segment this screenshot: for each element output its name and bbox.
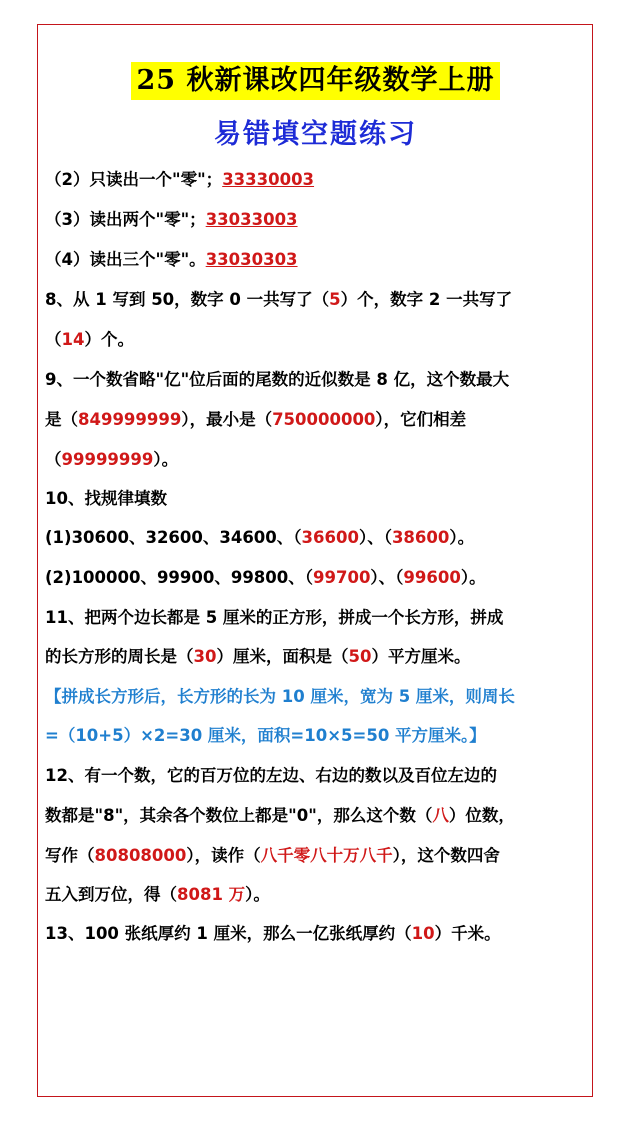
q11-line2: 的长方形的周长是（30）厘米，面积是（50）平方厘米。 [45, 647, 471, 666]
q12-line3: 写作（80808000），读作（八千零八十万八千），这个数四舍 [45, 846, 500, 865]
answer: 99600 [403, 568, 461, 587]
answer: 99999999 [61, 450, 154, 469]
answer: 8081 万 [177, 885, 246, 904]
answer: 33330003 [222, 170, 315, 189]
q10-line2: (2)100000、99900、99800、（99700）、（99600）。 [45, 568, 486, 587]
answer: 八千零八十万八千 [260, 846, 393, 865]
page-subtitle: 易错填空题练习 [214, 119, 417, 150]
q11-hint-line2: =（10+5）×2=30 厘米，面积=10×5=50 平方厘米。】 [45, 726, 486, 745]
q12-line1: 12、有一个数，它的百万位的左边、右边的数以及百位左边的 [45, 766, 497, 785]
answer: 30 [193, 647, 217, 666]
q7-part4: （4）读出三个"零"。33030303 [45, 250, 298, 269]
answer: 5 [329, 290, 341, 309]
answer: 50 [348, 647, 372, 666]
q8-line2: （14）个。 [45, 330, 134, 349]
answer: 33030303 [205, 250, 298, 269]
q12-line2: 数都是"8"，其余各个数位上都是"0"，那么这个数（八）位数， [45, 806, 515, 825]
answer: 10 [411, 924, 435, 943]
q8-line1: 8、从 1 写到 50，数字 0 一共写了（5）个，数字 2 一共写了 [45, 290, 513, 309]
answer: 八 [432, 806, 449, 825]
answer: 80808000 [94, 846, 187, 865]
q10-title: 10、找规律填数 [45, 489, 167, 508]
answer: 38600 [391, 528, 450, 547]
q7-part3: （3）读出两个"零"；33033003 [45, 210, 298, 229]
q12-line4: 五入到万位，得（8081 万）。 [45, 885, 270, 904]
answer: 99700 [313, 568, 371, 587]
q10-line1: (1)30600、32600、34600、（36600）、（38600）。 [45, 528, 475, 547]
title-row [0, 62, 631, 100]
q9-line3: （99999999）。 [45, 450, 179, 469]
answer: 33033003 [205, 210, 298, 229]
q13-line1: 13、100 张纸厚约 1 厘米，那么一亿张纸厚约（10）千米。 [45, 924, 501, 943]
q9-line1: 9、一个数省略"亿"位后面的尾数的近似数是 8 亿，这个数最大 [45, 370, 510, 389]
q9-line2: 是（849999999），最小是（750000000），它们相差 [45, 410, 467, 429]
answer: 36600 [301, 528, 359, 547]
q11-line1: 11、把两个边长都是 5 厘米的正方形，拼成一个长方形，拼成 [45, 608, 504, 627]
answer: 750000000 [272, 410, 376, 429]
page-title: 25 秋新课改四年级数学上册 [131, 62, 501, 100]
answer: 849999999 [78, 410, 182, 429]
answer: 14 [61, 330, 85, 349]
q11-hint-line1: 【拼成长方形后，长方形的长为 10 厘米，宽为 5 厘米，则周长 [45, 687, 515, 706]
q7-part2: （2）只读出一个"零"；33330003 [45, 170, 315, 189]
